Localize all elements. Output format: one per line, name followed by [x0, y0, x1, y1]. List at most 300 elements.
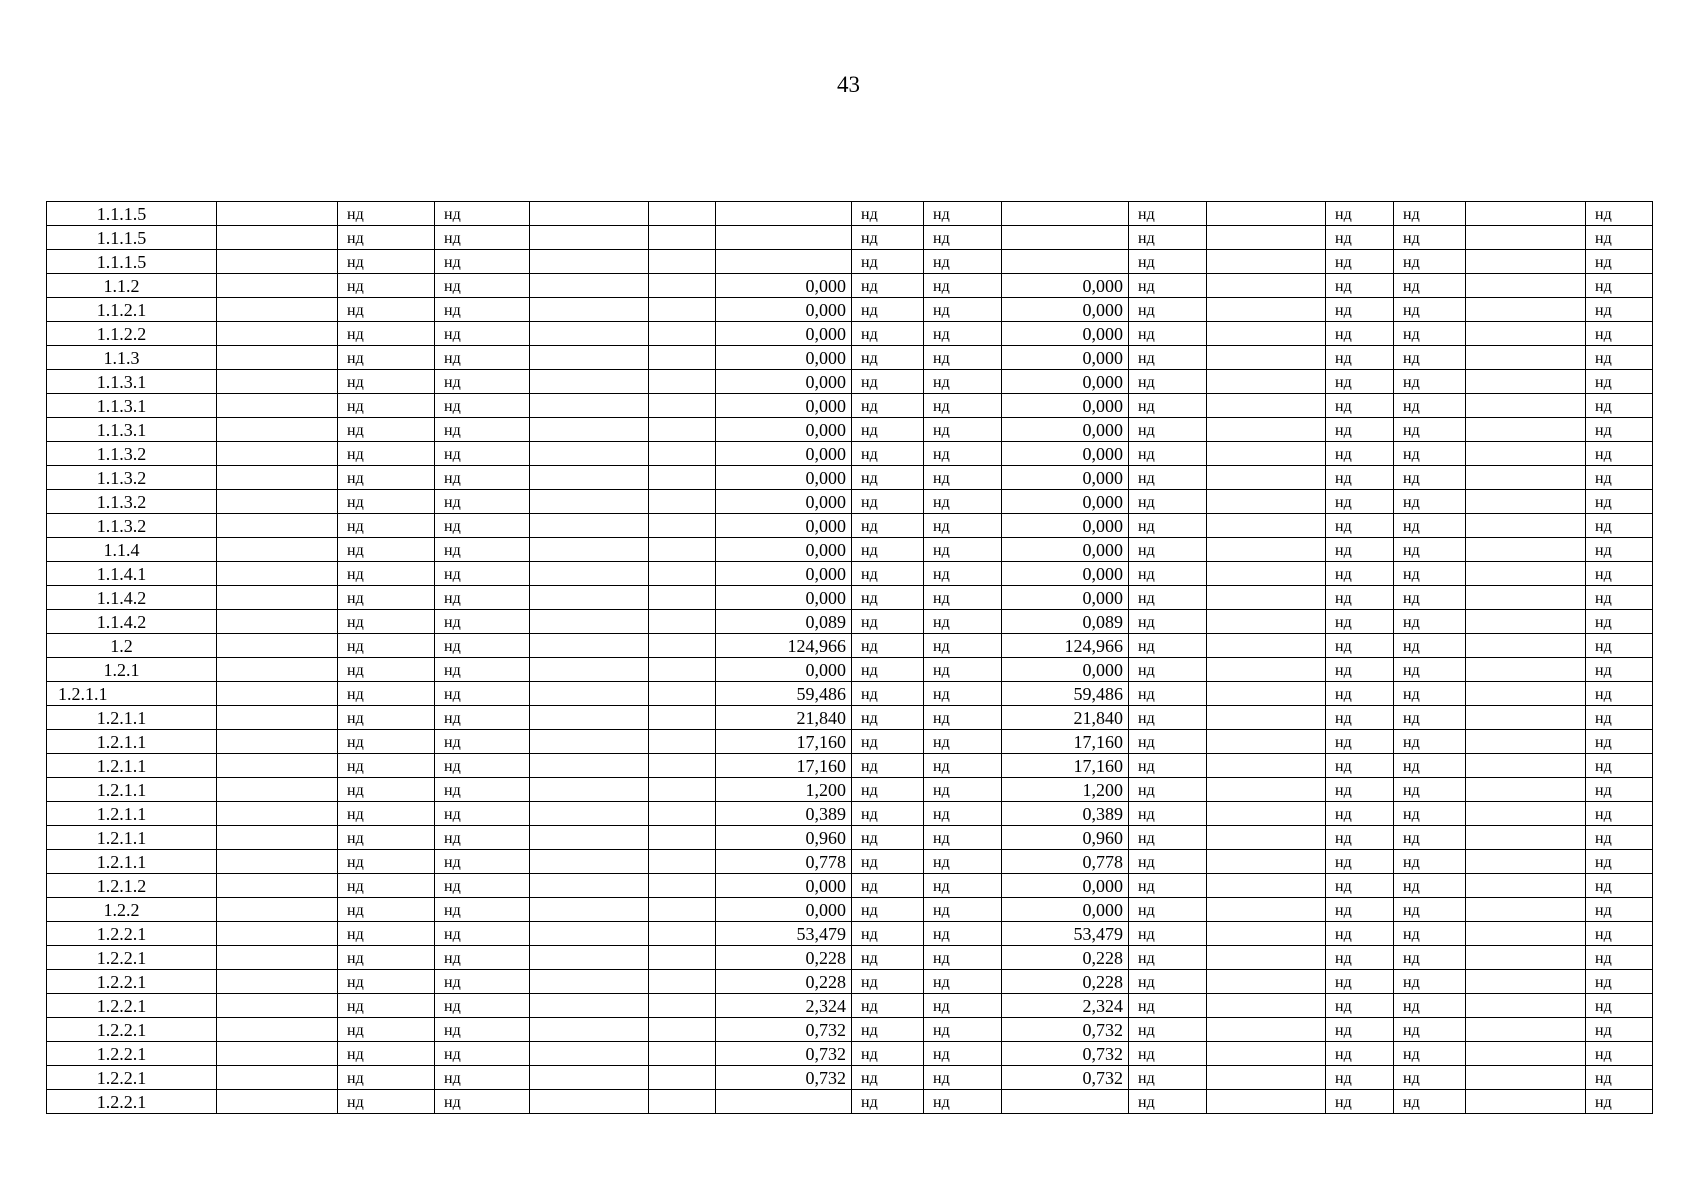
empty-cell [1207, 442, 1326, 466]
empty-cell [1466, 466, 1586, 490]
row-code-cell: 1.2.2.1 [47, 946, 217, 970]
row-code-cell: 1.2.2.1 [47, 970, 217, 994]
nd-cell: нд [852, 538, 924, 562]
empty-cell [649, 778, 716, 802]
value-cell: 59,486 [716, 682, 852, 706]
table-row [47, 538, 1653, 562]
nd-cell: нд [1129, 274, 1207, 298]
value-cell: 0,000 [1002, 658, 1129, 682]
row-code-cell: 1.1.4.2 [47, 610, 217, 634]
empty-cell [530, 466, 649, 490]
nd-cell: нд [338, 730, 435, 754]
row-code-cell: 1.1.4.1 [47, 562, 217, 586]
empty-cell [530, 610, 649, 634]
value-cell: 0,778 [1002, 850, 1129, 874]
value-cell: 0,000 [1002, 346, 1129, 370]
empty-cell [217, 730, 338, 754]
nd-cell: нд [852, 730, 924, 754]
nd-cell: нд [1586, 538, 1653, 562]
empty-cell [1207, 634, 1326, 658]
empty-cell [530, 730, 649, 754]
empty-cell [530, 1018, 649, 1042]
nd-cell: нд [338, 826, 435, 850]
empty-cell [217, 658, 338, 682]
empty-cell [1207, 610, 1326, 634]
value-cell: 0,000 [716, 658, 852, 682]
table-row [47, 658, 1653, 682]
nd-cell: нд [338, 394, 435, 418]
nd-cell: нд [435, 226, 530, 250]
empty-cell [1466, 250, 1586, 274]
nd-cell: нд [1326, 922, 1394, 946]
nd-cell: нд [1394, 802, 1466, 826]
nd-cell: нд [852, 586, 924, 610]
value-cell: 0,732 [716, 1018, 852, 1042]
nd-cell: нд [852, 322, 924, 346]
value-cell: 2,324 [1002, 994, 1129, 1018]
nd-cell: нд [338, 250, 435, 274]
nd-cell: нд [435, 538, 530, 562]
nd-cell: нд [924, 802, 1002, 826]
nd-cell: нд [1586, 442, 1653, 466]
value-cell: 0,000 [1002, 322, 1129, 346]
value-cell: 0,228 [716, 970, 852, 994]
nd-cell: нд [1326, 226, 1394, 250]
value-cell: 17,160 [716, 754, 852, 778]
empty-cell [1466, 970, 1586, 994]
nd-cell: нд [852, 1066, 924, 1090]
nd-cell: нд [852, 634, 924, 658]
empty-cell [217, 1090, 338, 1114]
table-row [47, 202, 1653, 226]
nd-cell: нд [1129, 610, 1207, 634]
nd-cell: нд [924, 490, 1002, 514]
empty-cell [649, 394, 716, 418]
nd-cell: нд [338, 466, 435, 490]
nd-cell: нд [435, 706, 530, 730]
row-code-cell: 1.1.3.2 [47, 490, 217, 514]
table-row [47, 970, 1653, 994]
empty-cell [217, 970, 338, 994]
nd-cell: нд [435, 346, 530, 370]
empty-cell [1207, 970, 1326, 994]
nd-cell: нд [338, 1018, 435, 1042]
nd-cell: нд [1129, 1042, 1207, 1066]
table-row [47, 946, 1653, 970]
nd-cell: нд [338, 850, 435, 874]
nd-cell: нд [1326, 514, 1394, 538]
empty-cell [217, 586, 338, 610]
nd-cell: нд [1129, 322, 1207, 346]
row-code-cell: 1.1.3.1 [47, 394, 217, 418]
nd-cell: нд [1129, 850, 1207, 874]
nd-cell: нд [1586, 682, 1653, 706]
empty-cell [1466, 298, 1586, 322]
empty-cell [649, 682, 716, 706]
empty-cell [530, 706, 649, 730]
empty-cell [530, 538, 649, 562]
nd-cell: нд [924, 466, 1002, 490]
nd-cell: нд [435, 994, 530, 1018]
nd-cell: нд [1394, 826, 1466, 850]
nd-cell: нд [1586, 802, 1653, 826]
value-cell: 53,479 [1002, 922, 1129, 946]
value-cell: 0,000 [716, 370, 852, 394]
empty-cell [530, 634, 649, 658]
empty-cell [530, 514, 649, 538]
row-code-cell: 1.1.4 [47, 538, 217, 562]
nd-cell: нд [924, 538, 1002, 562]
nd-cell: нд [1394, 850, 1466, 874]
nd-cell: нд [1326, 754, 1394, 778]
empty-cell [530, 226, 649, 250]
empty-cell [530, 298, 649, 322]
empty-cell [217, 250, 338, 274]
nd-cell: нд [1326, 658, 1394, 682]
nd-cell: нд [1129, 946, 1207, 970]
empty-cell [217, 442, 338, 466]
empty-cell [1466, 850, 1586, 874]
row-code-cell: 1.2.1.1 [47, 778, 217, 802]
value-cell: 0,000 [1002, 586, 1129, 610]
empty-cell [649, 346, 716, 370]
nd-cell: нд [924, 778, 1002, 802]
table-row [47, 514, 1653, 538]
empty-cell [530, 850, 649, 874]
value-cell: 0,000 [1002, 538, 1129, 562]
nd-cell: нд [1326, 538, 1394, 562]
nd-cell: нд [1586, 202, 1653, 226]
nd-cell: нд [852, 970, 924, 994]
nd-cell: нд [852, 1090, 924, 1114]
value-cell: 0,000 [716, 562, 852, 586]
table-row [47, 778, 1653, 802]
nd-cell: нд [1129, 370, 1207, 394]
row-code-cell: 1.2.1.1 [47, 826, 217, 850]
nd-cell: нд [1586, 922, 1653, 946]
value-cell: 124,966 [1002, 634, 1129, 658]
nd-cell: нд [852, 898, 924, 922]
nd-cell: нд [852, 226, 924, 250]
nd-cell: нд [435, 394, 530, 418]
nd-cell: нд [1586, 418, 1653, 442]
nd-cell: нд [852, 442, 924, 466]
value-cell: 0,228 [1002, 970, 1129, 994]
empty-cell [217, 706, 338, 730]
row-code-cell: 1.2.1 [47, 658, 217, 682]
value-cell: 17,160 [1002, 754, 1129, 778]
nd-cell: нд [924, 898, 1002, 922]
empty-cell [649, 922, 716, 946]
nd-cell: нд [924, 658, 1002, 682]
nd-cell: нд [435, 274, 530, 298]
nd-cell: нд [852, 250, 924, 274]
nd-cell: нд [435, 754, 530, 778]
empty-cell [1466, 754, 1586, 778]
empty-cell [217, 346, 338, 370]
empty-cell [649, 970, 716, 994]
empty-cell [217, 682, 338, 706]
empty-cell [530, 874, 649, 898]
value-cell: 0,732 [1002, 1066, 1129, 1090]
empty-cell [649, 202, 716, 226]
nd-cell: нд [435, 298, 530, 322]
value-cell: 59,486 [1002, 682, 1129, 706]
value-cell: 21,840 [716, 706, 852, 730]
empty-cell [530, 394, 649, 418]
nd-cell: нд [1129, 490, 1207, 514]
nd-cell: нд [924, 226, 1002, 250]
nd-cell: нд [1394, 970, 1466, 994]
empty-cell [217, 538, 338, 562]
nd-cell: нд [1129, 514, 1207, 538]
nd-cell: нд [338, 226, 435, 250]
table-row [47, 1042, 1653, 1066]
value-cell: 1,200 [1002, 778, 1129, 802]
empty-cell [1207, 298, 1326, 322]
nd-cell: нд [1586, 346, 1653, 370]
nd-cell: нд [1326, 442, 1394, 466]
nd-cell: нд [852, 298, 924, 322]
row-code-cell: 1.2.1.1 [47, 682, 217, 706]
value-cell: 0,732 [1002, 1018, 1129, 1042]
empty-cell [649, 634, 716, 658]
empty-cell [649, 1042, 716, 1066]
empty-cell [1207, 826, 1326, 850]
value-cell: 0,228 [716, 946, 852, 970]
nd-cell: нд [435, 634, 530, 658]
table-row [47, 874, 1653, 898]
table-row [47, 898, 1653, 922]
nd-cell: нд [1394, 610, 1466, 634]
table-row [47, 610, 1653, 634]
nd-cell: нд [1129, 298, 1207, 322]
row-code-cell: 1.1.3.1 [47, 418, 217, 442]
value-cell: 17,160 [716, 730, 852, 754]
nd-cell: нд [852, 682, 924, 706]
row-code-cell: 1.2.2.1 [47, 1042, 217, 1066]
table-row [47, 922, 1653, 946]
nd-cell: нд [1394, 754, 1466, 778]
nd-cell: нд [1129, 1090, 1207, 1114]
value-cell: 0,000 [716, 274, 852, 298]
empty-cell [530, 946, 649, 970]
table-row [47, 298, 1653, 322]
empty-cell [1207, 682, 1326, 706]
nd-cell: нд [1394, 658, 1466, 682]
value-cell: 0,389 [1002, 802, 1129, 826]
value-cell: 0,960 [716, 826, 852, 850]
empty-cell [217, 274, 338, 298]
nd-cell: нд [1129, 658, 1207, 682]
empty-cell [649, 274, 716, 298]
nd-cell: нд [1586, 466, 1653, 490]
row-code-cell: 1.2.1.1 [47, 850, 217, 874]
nd-cell: нд [924, 1090, 1002, 1114]
nd-cell: нд [1326, 802, 1394, 826]
empty-cell [530, 970, 649, 994]
nd-cell: нд [1394, 322, 1466, 346]
value-cell: 0,000 [716, 394, 852, 418]
empty-cell [217, 994, 338, 1018]
value-cell: 0,000 [716, 538, 852, 562]
nd-cell: нд [852, 1042, 924, 1066]
row-code-cell: 1.2 [47, 634, 217, 658]
row-code-cell: 1.1.3.2 [47, 442, 217, 466]
nd-cell: нд [1326, 730, 1394, 754]
nd-cell: нд [435, 610, 530, 634]
value-cell: 0,000 [1002, 370, 1129, 394]
empty-cell [1466, 562, 1586, 586]
nd-cell: нд [1326, 1018, 1394, 1042]
empty-cell [530, 442, 649, 466]
nd-cell: нд [338, 202, 435, 226]
empty-cell [1466, 274, 1586, 298]
table-body [47, 202, 1653, 1114]
empty-cell [649, 322, 716, 346]
nd-cell: нд [1394, 778, 1466, 802]
empty-cell [530, 250, 649, 274]
empty-cell [1466, 1018, 1586, 1042]
empty-cell [1207, 202, 1326, 226]
nd-cell: нд [435, 874, 530, 898]
nd-cell: нд [1394, 274, 1466, 298]
nd-cell: нд [924, 994, 1002, 1018]
empty-cell [1207, 874, 1326, 898]
nd-cell: нд [338, 898, 435, 922]
value-cell [716, 250, 852, 274]
nd-cell: нд [1129, 682, 1207, 706]
empty-cell [217, 226, 338, 250]
value-cell: 2,324 [716, 994, 852, 1018]
nd-cell: нд [338, 322, 435, 346]
nd-cell: нд [435, 682, 530, 706]
nd-cell: нд [338, 682, 435, 706]
nd-cell: нд [1586, 274, 1653, 298]
empty-cell [1207, 1066, 1326, 1090]
value-cell: 0,000 [716, 514, 852, 538]
empty-cell [217, 514, 338, 538]
nd-cell: нд [924, 370, 1002, 394]
empty-cell [649, 490, 716, 514]
nd-cell: нд [852, 202, 924, 226]
nd-cell: нд [1129, 538, 1207, 562]
nd-cell: нд [1326, 610, 1394, 634]
table-row [47, 346, 1653, 370]
nd-cell: нд [338, 418, 435, 442]
empty-cell [649, 994, 716, 1018]
value-cell: 0,228 [1002, 946, 1129, 970]
empty-cell [1207, 586, 1326, 610]
value-cell [716, 1090, 852, 1114]
row-code-cell: 1.1.4.2 [47, 586, 217, 610]
value-cell: 0,960 [1002, 826, 1129, 850]
empty-cell [1207, 754, 1326, 778]
nd-cell: нд [1394, 418, 1466, 442]
row-code-cell: 1.2.1.1 [47, 754, 217, 778]
nd-cell: нд [1129, 586, 1207, 610]
table-row [47, 442, 1653, 466]
nd-cell: нд [924, 322, 1002, 346]
value-cell: 17,160 [1002, 730, 1129, 754]
nd-cell: нд [1129, 898, 1207, 922]
nd-cell: нд [435, 730, 530, 754]
nd-cell: нд [924, 514, 1002, 538]
nd-cell: нд [338, 1066, 435, 1090]
value-cell: 0,000 [1002, 298, 1129, 322]
empty-cell [649, 658, 716, 682]
nd-cell: нд [1394, 730, 1466, 754]
empty-cell [1207, 322, 1326, 346]
empty-cell [1207, 562, 1326, 586]
empty-cell [1466, 538, 1586, 562]
empty-cell [1466, 778, 1586, 802]
nd-cell: нд [924, 874, 1002, 898]
nd-cell: нд [435, 1018, 530, 1042]
empty-cell [1207, 514, 1326, 538]
nd-cell: нд [1129, 970, 1207, 994]
empty-cell [530, 1066, 649, 1090]
nd-cell: нд [924, 970, 1002, 994]
empty-cell [649, 826, 716, 850]
empty-cell [1466, 682, 1586, 706]
nd-cell: нд [1586, 514, 1653, 538]
empty-cell [649, 1018, 716, 1042]
empty-cell [1207, 346, 1326, 370]
value-cell: 0,000 [716, 586, 852, 610]
nd-cell: нд [852, 778, 924, 802]
nd-cell: нд [1326, 586, 1394, 610]
value-cell: 0,000 [716, 346, 852, 370]
row-code-cell: 1.1.3.2 [47, 466, 217, 490]
empty-cell [649, 370, 716, 394]
table-row [47, 682, 1653, 706]
empty-cell [217, 610, 338, 634]
nd-cell: нд [1129, 730, 1207, 754]
empty-cell [217, 418, 338, 442]
nd-cell: нд [338, 442, 435, 466]
nd-cell: нд [1326, 1090, 1394, 1114]
nd-cell: нд [1586, 394, 1653, 418]
nd-cell: нд [1129, 802, 1207, 826]
nd-cell: нд [338, 370, 435, 394]
nd-cell: нд [1394, 346, 1466, 370]
nd-cell: нд [435, 490, 530, 514]
value-cell [1002, 226, 1129, 250]
nd-cell: нд [1326, 298, 1394, 322]
value-cell: 0,000 [716, 298, 852, 322]
nd-cell: нд [852, 562, 924, 586]
empty-cell [530, 994, 649, 1018]
empty-cell [1466, 874, 1586, 898]
empty-cell [1466, 346, 1586, 370]
nd-cell: нд [1394, 202, 1466, 226]
empty-cell [1207, 466, 1326, 490]
row-code-cell: 1.2.1.1 [47, 706, 217, 730]
nd-cell: нд [852, 1018, 924, 1042]
nd-cell: нд [435, 778, 530, 802]
nd-cell: нд [1586, 298, 1653, 322]
nd-cell: нд [338, 946, 435, 970]
value-cell: 0,000 [1002, 466, 1129, 490]
nd-cell: нд [924, 946, 1002, 970]
nd-cell: нд [338, 346, 435, 370]
nd-cell: нд [1129, 1018, 1207, 1042]
empty-cell [1207, 850, 1326, 874]
nd-cell: нд [852, 370, 924, 394]
nd-cell: нд [1586, 730, 1653, 754]
nd-cell: нд [435, 826, 530, 850]
